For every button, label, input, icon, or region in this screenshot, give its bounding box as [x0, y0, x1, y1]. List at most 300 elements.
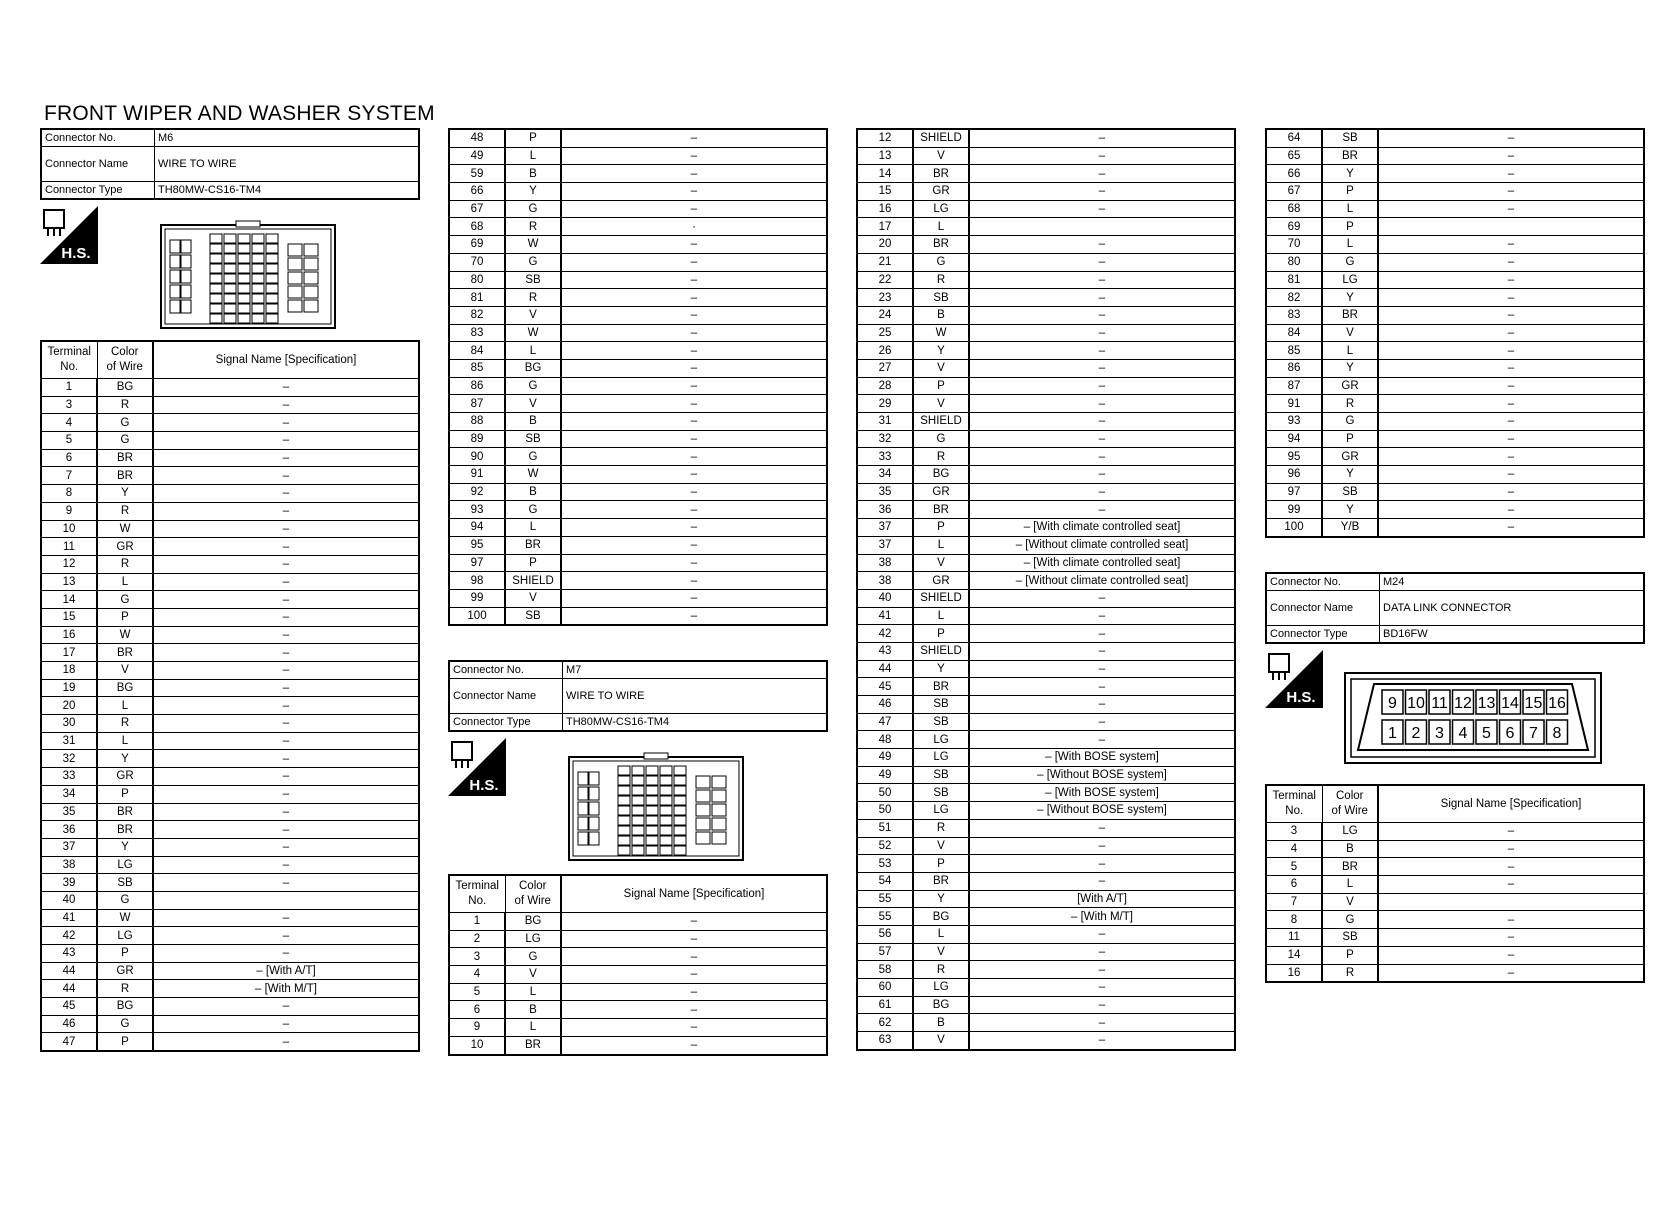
wire-color: G — [505, 501, 561, 519]
table-row — [449, 554, 827, 572]
table-row — [1266, 840, 1644, 858]
terminal-no: 85 — [449, 359, 505, 377]
signal-name: – — [1378, 377, 1644, 395]
signal-name: – — [561, 165, 827, 183]
terminal-no: 48 — [449, 129, 505, 147]
wire-color: G — [505, 377, 561, 395]
terminal-no: 92 — [449, 483, 505, 501]
terminal-no: 45 — [41, 998, 97, 1016]
signal-name: – — [969, 129, 1235, 147]
table-row — [449, 183, 827, 201]
connector-no-value: M6 — [155, 129, 420, 147]
table-row — [857, 696, 1235, 714]
wire-color: SHIELD — [913, 129, 969, 147]
label-connector-type: Connector Type — [1266, 626, 1380, 644]
table-row — [1266, 253, 1644, 271]
terminal-no: 38 — [857, 554, 913, 572]
wire-color: V — [1322, 324, 1378, 342]
table-row — [41, 838, 419, 856]
terminal-no: 14 — [1266, 946, 1322, 964]
table-row — [1266, 183, 1644, 201]
terminal-no: 14 — [41, 591, 97, 609]
terminal-no: 4 — [1266, 840, 1322, 858]
table-row — [449, 200, 827, 218]
signal-name: – — [969, 731, 1235, 749]
terminal-no: 25 — [857, 324, 913, 342]
signal-name: – — [561, 589, 827, 607]
connector-info-m24 — [1265, 572, 1645, 644]
table-row — [857, 324, 1235, 342]
signal-name: – — [1378, 289, 1644, 307]
terminal-no: 37 — [857, 519, 913, 537]
table-row — [41, 927, 419, 945]
wire-color: R — [97, 555, 153, 573]
wire-color: LG — [913, 749, 969, 767]
signal-name: – — [1378, 858, 1644, 876]
wire-color: SHIELD — [913, 413, 969, 431]
wire-color: L — [1322, 342, 1378, 360]
signal-name: – — [561, 607, 827, 625]
table-row — [449, 359, 827, 377]
wire-color: W — [97, 626, 153, 644]
wire-color: BR — [913, 501, 969, 519]
signal-name: – [Without BOSE system] — [969, 802, 1235, 820]
wire-color: G — [505, 448, 561, 466]
signal-name: – — [561, 236, 827, 254]
table-row — [857, 572, 1235, 590]
signal-name: – — [153, 768, 419, 786]
table-row — [857, 129, 1235, 147]
signal-name: – — [1378, 946, 1644, 964]
signal-name: – — [969, 359, 1235, 377]
wire-color: BG — [913, 996, 969, 1014]
terminal-no: 15 — [857, 183, 913, 201]
wire-color: P — [1322, 430, 1378, 448]
table-row — [857, 642, 1235, 660]
terminal-no: 43 — [41, 945, 97, 963]
terminal-no: 57 — [857, 943, 913, 961]
table-row — [449, 536, 827, 554]
terminal-no: 85 — [1266, 342, 1322, 360]
table-row — [857, 430, 1235, 448]
table-row — [857, 766, 1235, 784]
terminal-no: 42 — [41, 927, 97, 945]
wire-color: BR — [97, 821, 153, 839]
hs-label: H.S. — [1286, 689, 1316, 706]
signal-name: – — [969, 625, 1235, 643]
signal-name: – [Without climate controlled seat] — [969, 572, 1235, 590]
signal-name: – [With climate controlled seat] — [969, 554, 1235, 572]
table-row — [857, 147, 1235, 165]
wire-color: Y — [913, 890, 969, 908]
terminal-no: 6 — [449, 1001, 505, 1019]
connector-face-diagram-m6 — [160, 220, 336, 330]
terminal-no: 43 — [857, 642, 913, 660]
wire-color: G — [505, 200, 561, 218]
signal-name: – — [1378, 501, 1644, 519]
terminal-no: 87 — [1266, 377, 1322, 395]
table-row — [449, 413, 827, 431]
terminal-no: 54 — [857, 872, 913, 890]
table-row — [449, 983, 827, 1001]
wire-color: V — [913, 943, 969, 961]
signal-name: – — [1378, 129, 1644, 147]
table-row — [1266, 946, 1644, 964]
signal-name: – — [969, 855, 1235, 873]
wire-color: P — [97, 945, 153, 963]
wire-color: BR — [97, 449, 153, 467]
signal-name: – [With M/T] — [153, 980, 419, 998]
wire-color: BG — [97, 679, 153, 697]
terminal-no: 36 — [857, 501, 913, 519]
wire-color: G — [97, 891, 153, 909]
table-row — [857, 165, 1235, 183]
dlc-pin-label: 7 — [1529, 725, 1538, 742]
terminal-no: 16 — [41, 626, 97, 644]
wire-color: Y — [1322, 466, 1378, 484]
table-row — [41, 467, 419, 485]
table-row — [857, 678, 1235, 696]
table-row — [41, 768, 419, 786]
signal-name: – — [1378, 413, 1644, 431]
table-row — [1266, 271, 1644, 289]
table-row — [449, 306, 827, 324]
terminal-no: 20 — [857, 236, 913, 254]
wire-color: B — [505, 413, 561, 431]
signal-name: – — [153, 1015, 419, 1033]
terminal-no: 3 — [1266, 823, 1322, 841]
terminal-no: 32 — [857, 430, 913, 448]
terminal-no: 67 — [1266, 183, 1322, 201]
label-connector-name: Connector Name — [1266, 591, 1380, 626]
table-row — [41, 962, 419, 980]
signal-name: – — [153, 626, 419, 644]
wire-color: R — [913, 819, 969, 837]
terminal-no: 82 — [449, 306, 505, 324]
signal-name: – — [153, 467, 419, 485]
table-row — [857, 802, 1235, 820]
signal-name: – — [969, 1032, 1235, 1050]
table-row — [857, 395, 1235, 413]
wire-color: LG — [97, 927, 153, 945]
table-row — [449, 377, 827, 395]
table-row — [41, 608, 419, 626]
table-row — [1266, 395, 1644, 413]
table-row — [449, 218, 827, 236]
wire-color: B — [913, 306, 969, 324]
signal-name: – — [969, 642, 1235, 660]
wire-color: G — [913, 253, 969, 271]
signal-name — [153, 891, 419, 909]
terminal-no: 6 — [1266, 876, 1322, 894]
signal-name: – — [1378, 840, 1644, 858]
terminal-no: 12 — [857, 129, 913, 147]
label-connector-no: Connector No. — [41, 129, 155, 147]
signal-name: – — [561, 306, 827, 324]
terminal-no: 48 — [857, 731, 913, 749]
signal-name: – — [153, 432, 419, 450]
dlc-pin-label: 5 — [1482, 725, 1491, 742]
connector-name-value: WIRE TO WIRE — [155, 147, 420, 182]
terminal-no: 66 — [1266, 165, 1322, 183]
terminal-no: 94 — [1266, 430, 1322, 448]
terminal-no: 55 — [857, 890, 913, 908]
wire-color: G — [97, 591, 153, 609]
header-terminal-no: Terminal No. — [1266, 785, 1322, 823]
terminal-no: 2 — [449, 930, 505, 948]
signal-name: – [With BOSE system] — [969, 749, 1235, 767]
signal-name: – — [1378, 519, 1644, 537]
signal-name: – — [1378, 483, 1644, 501]
signal-name: – — [969, 961, 1235, 979]
signal-name: – — [561, 342, 827, 360]
table-row — [857, 413, 1235, 431]
wire-color: BR — [97, 467, 153, 485]
table-row — [1266, 324, 1644, 342]
table-row — [1266, 359, 1644, 377]
wire-color: P — [505, 129, 561, 147]
table-row — [1266, 501, 1644, 519]
table-row — [1266, 377, 1644, 395]
terminal-no: 1 — [41, 379, 97, 397]
terminal-no: 86 — [449, 377, 505, 395]
terminal-no: 1 — [449, 913, 505, 931]
wire-color: P — [1322, 218, 1378, 236]
connector-no-value: M24 — [1380, 573, 1645, 591]
table-row — [1266, 430, 1644, 448]
wire-color: V — [913, 837, 969, 855]
table-row — [1266, 911, 1644, 929]
signal-name: – — [969, 943, 1235, 961]
terminal-no: 3 — [41, 396, 97, 414]
wire-color: GR — [913, 483, 969, 501]
terminal-no: 4 — [449, 966, 505, 984]
wire-color: G — [97, 414, 153, 432]
terminal-no: 44 — [41, 980, 97, 998]
table-row — [1266, 342, 1644, 360]
signal-name: – — [969, 377, 1235, 395]
terminal-no: 33 — [857, 448, 913, 466]
signal-name: – — [969, 253, 1235, 271]
header-signal-name: Signal Name [Specification] — [1378, 785, 1644, 823]
terminal-no: 16 — [1266, 964, 1322, 982]
terminal-no: 32 — [41, 750, 97, 768]
terminal-no: 56 — [857, 925, 913, 943]
signal-name: – — [561, 948, 827, 966]
signal-name: – — [561, 1019, 827, 1037]
table-row — [41, 874, 419, 892]
terminal-no: 31 — [41, 732, 97, 750]
terminal-no: 68 — [1266, 200, 1322, 218]
signal-name — [1378, 893, 1644, 911]
header-terminal-no: Terminal No. — [449, 875, 505, 913]
signal-name: – — [561, 129, 827, 147]
signal-name: – — [153, 732, 419, 750]
table-row — [857, 448, 1235, 466]
table-row — [1266, 306, 1644, 324]
table-row — [449, 236, 827, 254]
table-row — [449, 395, 827, 413]
signal-name: – — [969, 996, 1235, 1014]
signal-name: – — [561, 966, 827, 984]
table-row — [857, 660, 1235, 678]
terminal-no: 39 — [41, 874, 97, 892]
terminal-no: 68 — [449, 218, 505, 236]
signal-name: – — [969, 413, 1235, 431]
signal-name: – — [1378, 271, 1644, 289]
signal-name: – — [969, 183, 1235, 201]
wire-color: Y — [1322, 359, 1378, 377]
terminal-no: 95 — [1266, 448, 1322, 466]
terminal-no: 89 — [449, 430, 505, 448]
terminal-no: 34 — [857, 466, 913, 484]
terminal-no: 62 — [857, 1014, 913, 1032]
signal-name: – — [561, 183, 827, 201]
signal-name: – — [969, 713, 1235, 731]
wire-color: L — [913, 925, 969, 943]
signal-name: – — [153, 909, 419, 927]
signal-name: – — [153, 927, 419, 945]
terminal-no: 15 — [41, 608, 97, 626]
terminal-no: 26 — [857, 342, 913, 360]
table-row — [449, 466, 827, 484]
label-connector-name: Connector Name — [41, 147, 155, 182]
signal-name: – — [969, 236, 1235, 254]
dlc-pin-label: 14 — [1501, 695, 1519, 712]
table-row — [41, 697, 419, 715]
signal-name: – — [969, 837, 1235, 855]
table-row — [449, 483, 827, 501]
terminal-no: 38 — [857, 572, 913, 590]
table-row — [449, 1036, 827, 1054]
table-row — [857, 253, 1235, 271]
wire-color: BR — [97, 803, 153, 821]
table-row — [1266, 129, 1644, 147]
terminal-no: 14 — [857, 165, 913, 183]
table-row — [857, 979, 1235, 997]
terminal-table-m6-continued — [448, 128, 828, 626]
wire-color: GR — [913, 572, 969, 590]
label-connector-type: Connector Type — [449, 714, 563, 732]
wire-color: R — [1322, 964, 1378, 982]
table-row — [449, 289, 827, 307]
terminal-table-m6 — [40, 340, 420, 1052]
table-row — [857, 501, 1235, 519]
table-row — [41, 679, 419, 697]
terminal-no: 69 — [449, 236, 505, 254]
signal-name: – — [969, 306, 1235, 324]
table-row — [41, 485, 419, 503]
wire-color: BG — [505, 913, 561, 931]
signal-name: – — [561, 413, 827, 431]
signal-name: – — [969, 165, 1235, 183]
table-row — [857, 925, 1235, 943]
terminal-no: 17 — [41, 644, 97, 662]
terminal-no: 50 — [857, 784, 913, 802]
terminal-no: 50 — [857, 802, 913, 820]
table-row — [857, 996, 1235, 1014]
hs-label: H.S. — [469, 777, 499, 794]
signal-name: – — [561, 359, 827, 377]
wire-color: SB — [505, 430, 561, 448]
table-row — [41, 1033, 419, 1051]
signal-name: – — [561, 271, 827, 289]
header-wire-color: Color of Wire — [1322, 785, 1378, 823]
signal-name: – — [1378, 823, 1644, 841]
wire-color: P — [97, 608, 153, 626]
dlc-pin-label: 2 — [1411, 725, 1421, 742]
signal-name: – — [153, 874, 419, 892]
wire-color: L — [97, 697, 153, 715]
terminal-no: 38 — [41, 856, 97, 874]
wire-color: Y — [97, 838, 153, 856]
wire-color: Y — [913, 660, 969, 678]
wire-color: GR — [97, 538, 153, 556]
wire-color: P — [1322, 183, 1378, 201]
table-row — [41, 891, 419, 909]
wire-color: LG — [1322, 823, 1378, 841]
table-row — [857, 271, 1235, 289]
wire-color: BG — [97, 998, 153, 1016]
wire-color: BR — [913, 872, 969, 890]
signal-name: – — [1378, 200, 1644, 218]
table-row — [1266, 200, 1644, 218]
wire-color: W — [97, 520, 153, 538]
signal-name: – — [969, 819, 1235, 837]
table-row — [857, 625, 1235, 643]
wire-color: GR — [97, 768, 153, 786]
table-row — [857, 961, 1235, 979]
terminal-no: 83 — [1266, 306, 1322, 324]
data-link-connector-diagram — [1344, 672, 1602, 764]
table-row — [857, 749, 1235, 767]
wire-color: R — [913, 448, 969, 466]
wire-color: LG — [505, 930, 561, 948]
connector-face-diagram-m7 — [568, 752, 744, 862]
terminal-no: 60 — [857, 979, 913, 997]
wire-color: R — [97, 396, 153, 414]
signal-name: – — [153, 785, 419, 803]
table-row — [41, 732, 419, 750]
table-row — [857, 731, 1235, 749]
connector-type-value: BD16FW — [1380, 626, 1645, 644]
table-row — [41, 396, 419, 414]
terminal-no: 83 — [449, 324, 505, 342]
signal-name: – — [1378, 448, 1644, 466]
table-row — [449, 430, 827, 448]
table-row — [41, 821, 419, 839]
wire-color: SHIELD — [505, 572, 561, 590]
terminal-no: 28 — [857, 377, 913, 395]
wire-color: BR — [1322, 147, 1378, 165]
signal-name: – — [153, 485, 419, 503]
signal-name: – — [561, 253, 827, 271]
wire-color: SB — [97, 874, 153, 892]
table-row — [449, 129, 827, 147]
table-row — [449, 147, 827, 165]
signal-name: · — [561, 218, 827, 236]
table-row — [1266, 413, 1644, 431]
table-row — [857, 1014, 1235, 1032]
wire-color: GR — [1322, 448, 1378, 466]
table-row — [41, 573, 419, 591]
terminal-no: 5 — [1266, 858, 1322, 876]
wire-color: L — [1322, 200, 1378, 218]
wire-color: P — [913, 377, 969, 395]
terminal-no: 66 — [449, 183, 505, 201]
table-row — [1266, 929, 1644, 947]
connector-name-value: WIRE TO WIRE — [563, 679, 828, 714]
